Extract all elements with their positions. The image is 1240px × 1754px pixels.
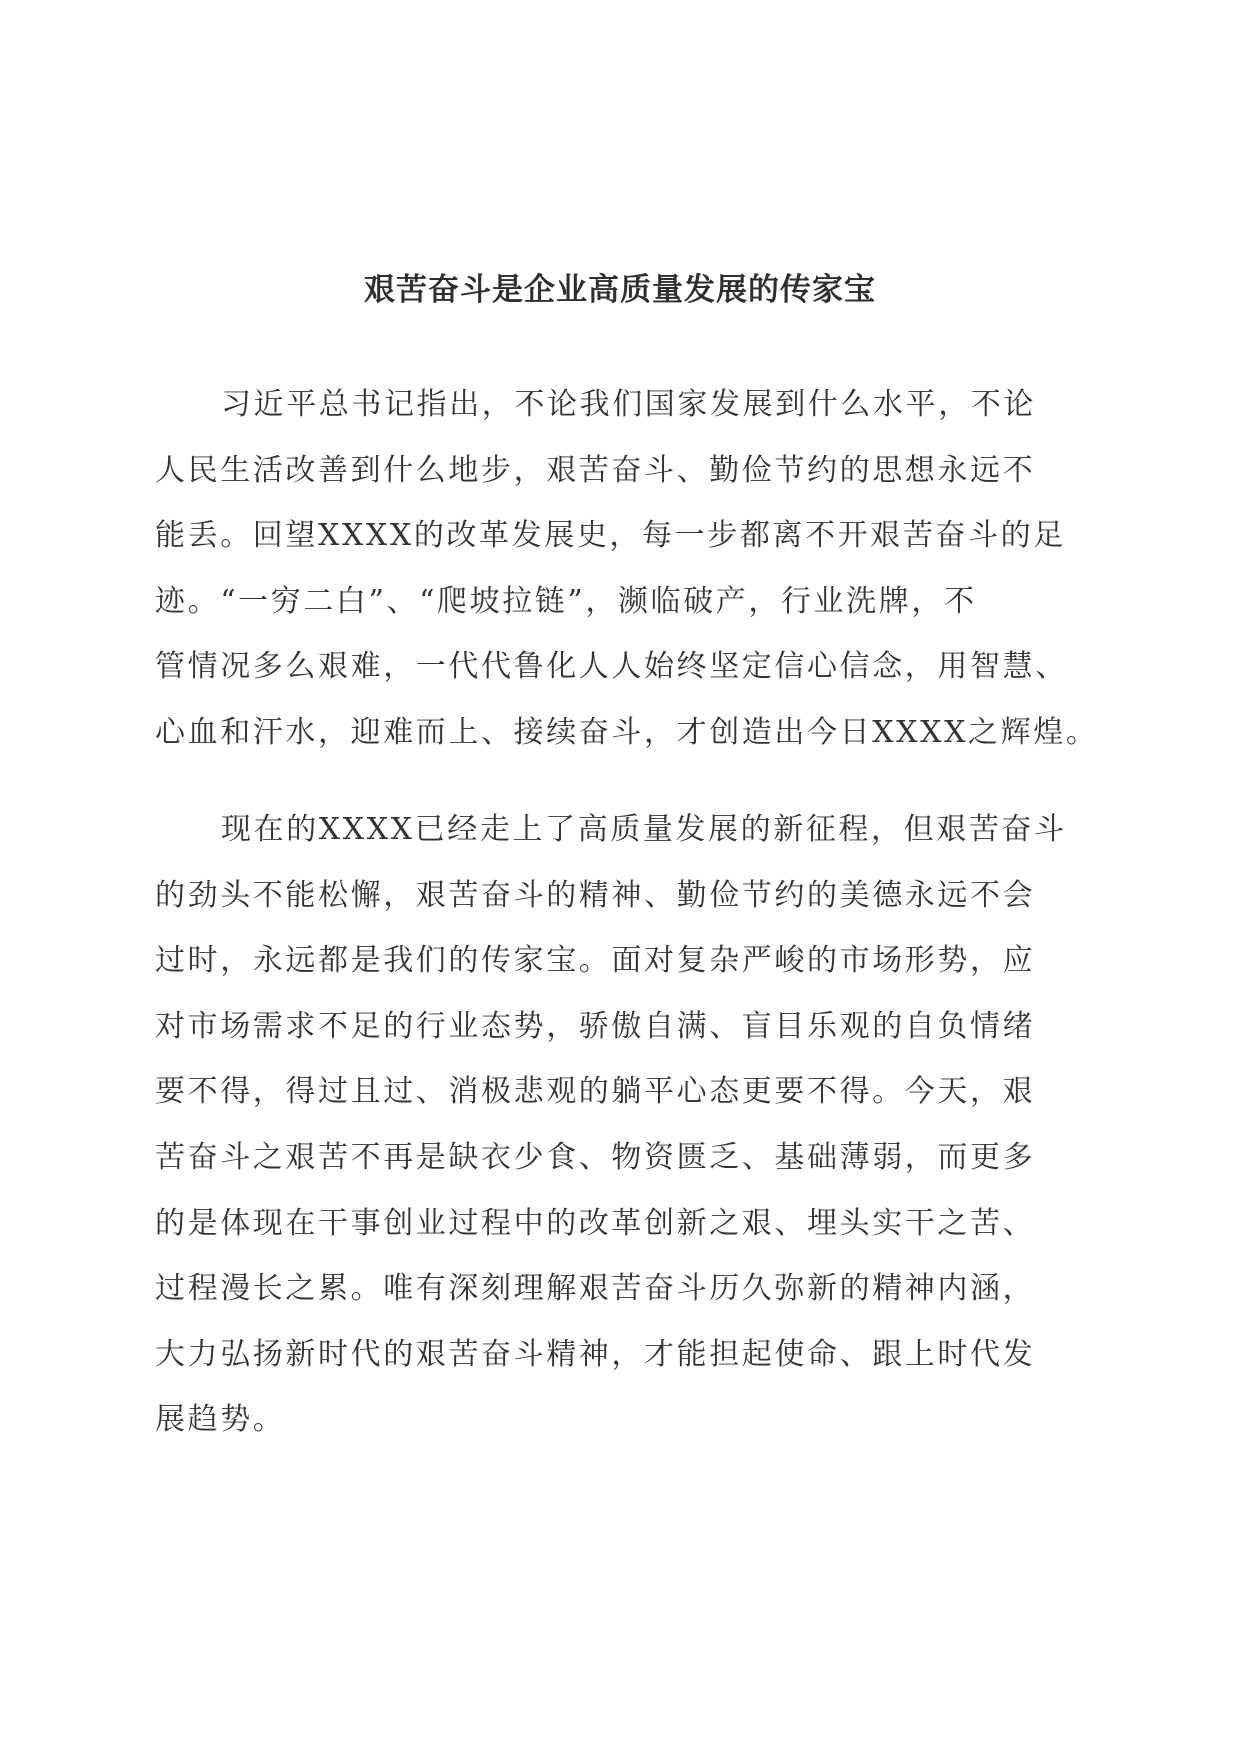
paragraph-line: 的劲头不能松懈，艰苦奋斗的精神、勤俭节约的美德永远不会 xyxy=(155,877,1036,913)
document-title: 艰苦奋斗是企业高质量发展的传家宝 xyxy=(364,272,876,308)
paragraph-line: 管情况多么艰难，一代代鲁化人人始终坚定信心信念，用智慧、 xyxy=(155,649,1068,685)
paragraph-line: 心血和汗水，迎难而上、接续奋斗，才创造出今日XXXX之辉煌。 xyxy=(155,714,1099,750)
paragraph-line: 展趋势。 xyxy=(155,1402,286,1438)
paragraph-line: 对市场需求不足的行业态势，骄傲自满、盲目乐观的自负情绪 xyxy=(155,1008,1036,1044)
paragraph-2 xyxy=(155,797,1095,1453)
paragraph-line: 的是体现在干事创业过程中的改革创新之艰、埋头实干之苦、 xyxy=(155,1205,1036,1241)
paragraph-line: 习近平总书记指出，不论我们国家发展到什么水平，不论 xyxy=(221,387,1036,422)
paragraph-line: 现在的XXXX已经走上了高质量发展的新征程，但艰苦奋斗 xyxy=(221,812,1067,847)
paragraph-line: 能丢。回望XXXX的改革发展史，每一步都离不开艰苦奋斗的足 xyxy=(155,518,1066,554)
paragraph-line: 人民生活改善到什么地步，艰苦奋斗、勤俭节约的思想永远不 xyxy=(155,452,1036,488)
paragraph-line: 迹。“一穷二白”、“爬坡拉链”，濒临破产，行业洗牌，不 xyxy=(155,583,977,619)
paragraph-1 xyxy=(155,372,1099,766)
paragraph-line: 过程漫长之累。唯有深刻理解艰苦奋斗历久弥新的精神内涵， xyxy=(155,1271,1036,1307)
paragraph-line: 要不得，得过且过、消极悲观的躺平心态更要不得。今天，艰 xyxy=(155,1074,1036,1110)
paragraph-line: 大力弘扬新时代的艰苦奋斗精神，才能担起使命、跟上时代发 xyxy=(155,1336,1036,1372)
paragraph-line: 过时，永远都是我们的传家宝。面对复杂严峻的市场形势，应 xyxy=(155,943,1036,979)
paragraph-line: 苦奋斗之艰苦不再是缺衣少食、物资匮乏、基础薄弱，而更多 xyxy=(155,1139,1036,1175)
